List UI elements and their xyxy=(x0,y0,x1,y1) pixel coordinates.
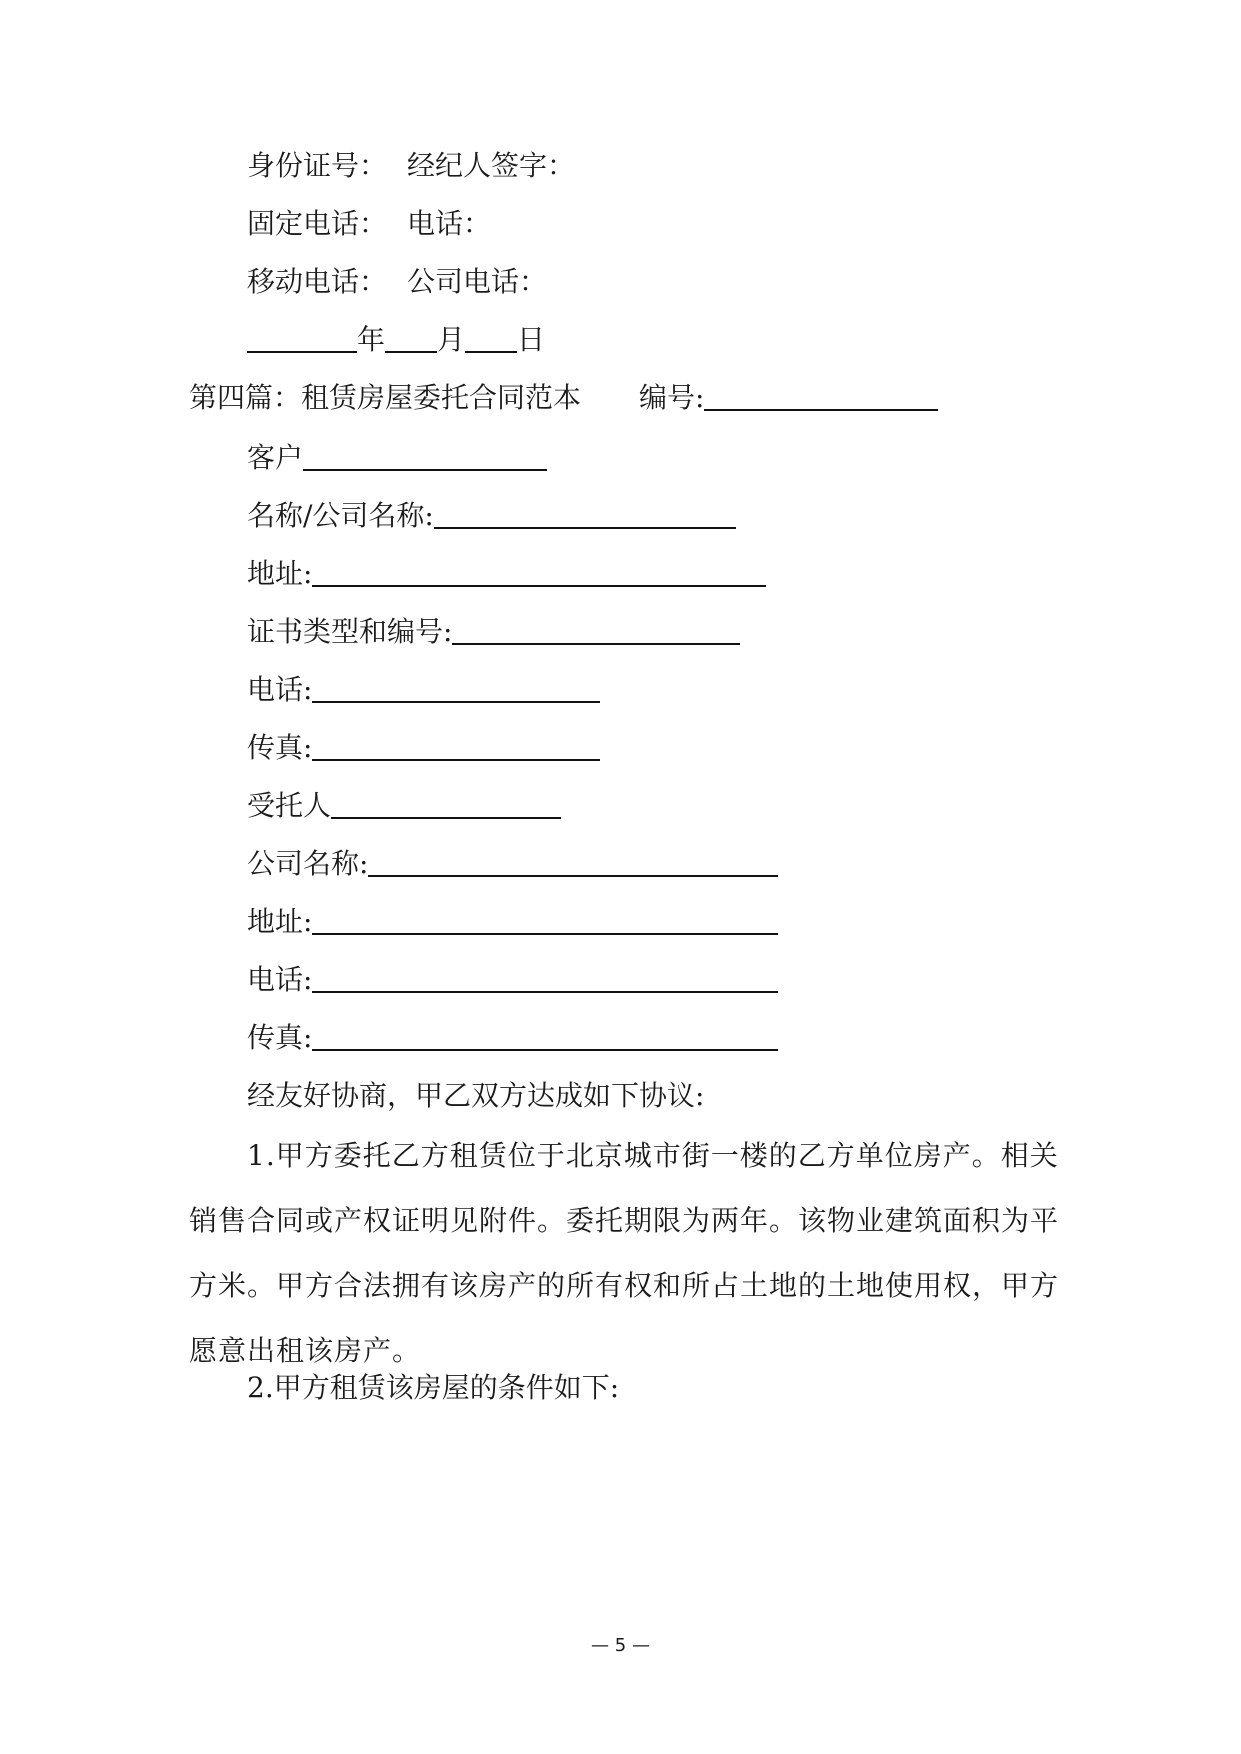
client-heading: 客户 xyxy=(247,441,304,474)
section-title: 第四篇：租赁房屋委托合同范本 xyxy=(189,381,582,414)
client-name-label: 名称/公司名称: xyxy=(247,499,434,532)
phone-label: 电话： xyxy=(407,207,492,240)
clause-2: 2.甲方租赁该房屋的条件如下: xyxy=(247,1371,620,1404)
day-blank[interactable] xyxy=(465,323,517,353)
trustee-address-blank[interactable] xyxy=(312,905,778,935)
client-address-blank[interactable] xyxy=(312,557,766,587)
client-certificate-label: 证书类型和编号: xyxy=(247,615,453,648)
trustee-phone-line xyxy=(247,962,778,998)
id-number-line xyxy=(247,148,575,184)
agreement-intro: 经友好协商，甲乙双方达成如下协议: xyxy=(247,1079,705,1112)
client-phone-label: 电话: xyxy=(247,673,313,706)
trustee-company-line xyxy=(247,846,778,882)
day-label: 日 xyxy=(517,323,546,356)
trustee-fax-label: 传真: xyxy=(247,1021,313,1054)
client-name-blank[interactable] xyxy=(434,499,736,529)
trustee-phone-label: 电话: xyxy=(247,963,313,996)
trustee-blank[interactable] xyxy=(331,789,561,819)
client-address-label: 地址: xyxy=(247,557,313,590)
trustee-phone-blank[interactable] xyxy=(312,963,778,993)
client-fax-blank[interactable] xyxy=(312,731,600,761)
mobile-phone-label: 移动电话： xyxy=(247,265,388,298)
year-blank[interactable] xyxy=(247,323,357,353)
trustee-address-label: 地址: xyxy=(247,905,313,938)
client-name-line xyxy=(247,498,736,534)
client-phone-blank[interactable] xyxy=(312,673,600,703)
trustee-company-blank[interactable] xyxy=(368,847,778,877)
year-label: 年 xyxy=(357,323,386,356)
month-blank[interactable] xyxy=(385,323,437,353)
client-fax-label: 传真: xyxy=(247,731,313,764)
clause-1: 1.甲方委托乙方租赁位于北京城市街一楼的乙方单位房产。相关销售合同或产权证明见附件。委托期限为两年。该物业建筑面积为平方米。甲方合法拥有该房产的所有权和所占土地的土地使用权，甲方愿意出租该房产。 xyxy=(189,1139,1060,1367)
company-phone-label: 公司电话： xyxy=(407,265,548,298)
month-label: 月 xyxy=(437,323,466,356)
trustee-heading: 受托人 xyxy=(247,789,332,822)
trustee-company-label: 公司名称: xyxy=(247,847,369,880)
trustee-address-line xyxy=(247,904,778,940)
client-phone-line xyxy=(247,672,600,708)
client-fax-line xyxy=(247,730,600,766)
trustee-fax-blank[interactable] xyxy=(312,1021,778,1051)
mobile-phone-line xyxy=(247,264,547,300)
serial-blank[interactable] xyxy=(704,381,938,411)
client-blank[interactable] xyxy=(303,441,547,471)
agent-signature-label: 经纪人签字： xyxy=(407,149,576,182)
serial-label: 编号: xyxy=(639,381,705,414)
trustee-heading-line xyxy=(247,788,561,824)
page-number: — 5 — xyxy=(591,1635,650,1656)
client-certificate-line xyxy=(247,614,740,650)
id-number-label: 身份证号： xyxy=(247,149,388,182)
trustee-fax-line xyxy=(247,1020,778,1056)
fixed-phone-line xyxy=(247,206,491,242)
client-address-line xyxy=(247,556,766,592)
section-title-line xyxy=(189,380,938,416)
fixed-phone-label: 固定电话： xyxy=(247,207,388,240)
date-line xyxy=(247,322,545,358)
client-certificate-blank[interactable] xyxy=(452,615,740,645)
client-heading-line xyxy=(247,440,547,476)
